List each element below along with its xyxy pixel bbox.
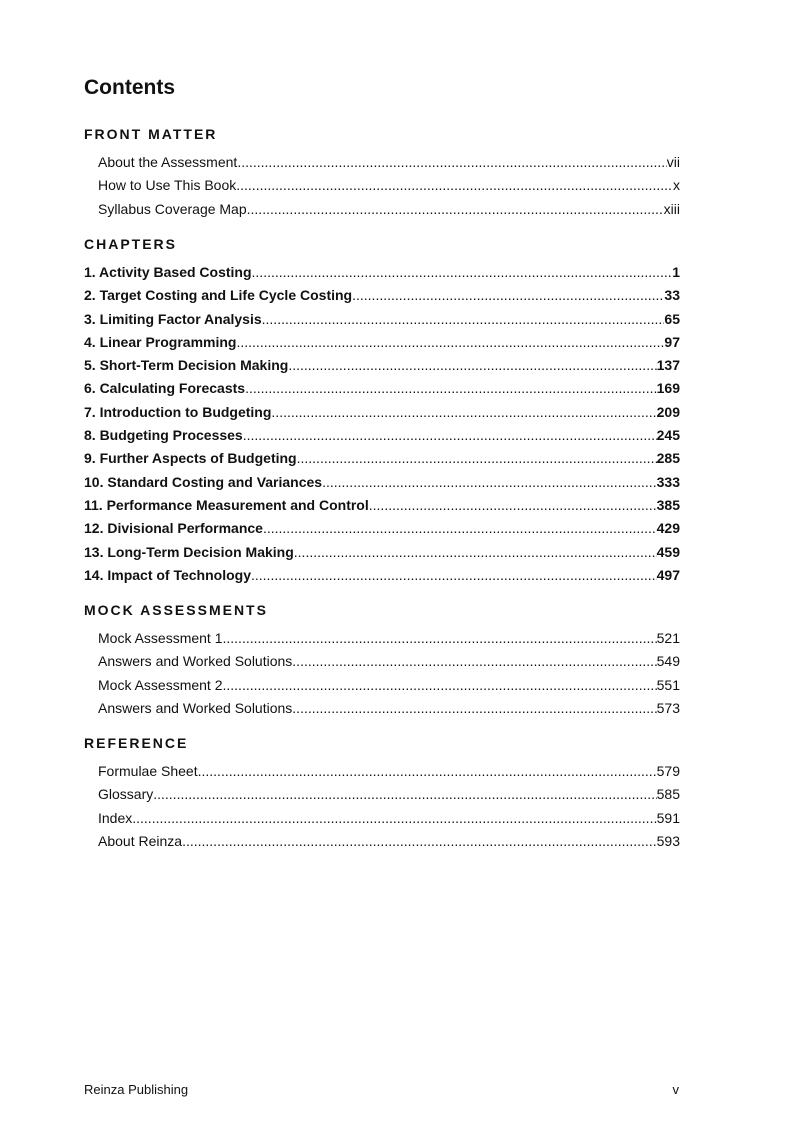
dot-leader <box>237 151 666 174</box>
toc-entry[interactable] <box>84 151 680 174</box>
section-heading: REFERENCE <box>84 735 189 751</box>
toc-entry[interactable] <box>84 627 680 650</box>
entry-label: 3. Limiting Factor Analysis <box>84 310 262 327</box>
toc-entry[interactable] <box>84 830 680 853</box>
footer-page-number: v <box>672 1082 679 1097</box>
entry-label: Formulae Sheet <box>98 763 198 779</box>
entry-page: 497 <box>656 566 680 583</box>
dot-leader <box>198 760 657 783</box>
entry-label: 13. Long-Term Decision Making <box>84 543 294 560</box>
entry-label: 12. Divisional Performance <box>84 520 263 537</box>
section-heading: FRONT MATTER <box>84 126 218 142</box>
dot-leader <box>223 627 657 650</box>
entry-label: 5. Short-Term Decision Making <box>84 357 289 374</box>
toc-entry[interactable] <box>84 517 680 540</box>
toc-entry[interactable] <box>84 674 680 697</box>
entry-label: 4. Linear Programming <box>84 333 237 350</box>
dot-leader <box>153 783 656 806</box>
entry-label: Index <box>98 809 133 826</box>
dot-leader <box>369 494 657 517</box>
entry-page: 65 <box>664 310 680 327</box>
toc-entry[interactable] <box>84 331 680 354</box>
toc-entry[interactable] <box>84 424 680 447</box>
entry-page: 333 <box>656 473 680 490</box>
toc-entry[interactable] <box>84 377 680 400</box>
entry-page: 209 <box>656 403 680 420</box>
dot-leader <box>294 541 657 564</box>
entry-label: 2. Target Costing and Life Cycle Costing <box>84 287 353 304</box>
entry-page: 33 <box>664 287 680 304</box>
entry-page: 521 <box>656 630 680 646</box>
toc-entry[interactable] <box>84 447 680 470</box>
entry-page: 579 <box>656 763 680 779</box>
dot-leader <box>352 284 664 307</box>
entry-page: 169 <box>656 380 680 397</box>
dot-leader <box>288 354 656 377</box>
entry-label: 1. Activity Based Costing <box>84 264 252 280</box>
dot-leader <box>322 471 657 494</box>
toc-entry[interactable] <box>84 697 680 720</box>
entry-page: 549 <box>656 653 680 670</box>
entry-page: 1 <box>672 264 680 280</box>
section-front-matter <box>84 125 680 221</box>
toc-entry[interactable] <box>84 494 680 517</box>
section-mock-assessments <box>84 601 680 720</box>
entry-page: vii <box>666 154 680 170</box>
toc-entry[interactable] <box>84 760 680 783</box>
toc-entry[interactable] <box>84 198 680 221</box>
footer-publisher: Reinza Publishing <box>84 1082 189 1097</box>
entry-page: x <box>673 177 680 194</box>
dot-leader <box>132 807 656 830</box>
toc-entry[interactable] <box>84 284 680 307</box>
dot-leader <box>262 308 665 331</box>
entry-label: About the Assessment <box>98 154 238 170</box>
entry-page: 385 <box>656 496 680 513</box>
toc-entry[interactable] <box>84 261 680 284</box>
entry-label: 7. Introduction to Budgeting <box>84 403 272 420</box>
entry-label: 9. Further Aspects of Budgeting <box>84 450 297 467</box>
dot-leader <box>245 377 657 400</box>
toc-entry[interactable] <box>84 471 680 494</box>
page-title: Contents <box>84 76 175 99</box>
dot-leader <box>252 261 673 284</box>
toc-entry[interactable] <box>84 650 680 673</box>
entry-label: 14. Impact of Technology <box>84 566 251 583</box>
dot-leader <box>236 174 673 197</box>
entry-label: Answers and Worked Solutions <box>98 653 293 670</box>
entry-label: Syllabus Coverage Map <box>98 200 247 217</box>
entry-label: Answers and Worked Solutions <box>98 699 293 716</box>
entry-label: Mock Assessment 2 <box>98 676 223 693</box>
entry-label: How to Use This Book <box>98 177 237 194</box>
entry-page: 585 <box>656 786 680 803</box>
dot-leader <box>271 401 656 424</box>
entry-label: 6. Calculating Forecasts <box>84 380 246 397</box>
entry-label: 11. Performance Measurement and Control <box>84 496 369 513</box>
dot-leader <box>223 674 657 697</box>
section-heading: CHAPTERS <box>84 236 178 252</box>
toc-entry[interactable] <box>84 354 680 377</box>
entry-page: 573 <box>656 699 680 716</box>
entry-page: xiii <box>663 200 680 217</box>
entry-page: 137 <box>656 357 680 374</box>
dot-leader <box>236 331 664 354</box>
toc-entry[interactable] <box>84 807 680 830</box>
toc-entry[interactable] <box>84 541 680 564</box>
toc-entry[interactable] <box>84 783 680 806</box>
entry-label: 10. Standard Costing and Variances <box>84 473 323 490</box>
dot-leader <box>263 517 657 540</box>
dot-leader <box>292 697 656 720</box>
entry-page: 429 <box>656 520 680 537</box>
entry-page: 593 <box>656 832 680 849</box>
entry-label: Glossary <box>98 786 154 803</box>
toc-entry[interactable] <box>84 564 680 587</box>
entry-page: 459 <box>656 543 680 560</box>
section-heading: MOCK ASSESSMENTS <box>84 602 268 618</box>
dot-leader <box>297 447 657 470</box>
entry-label: About Reinza <box>98 832 183 849</box>
dot-leader <box>243 424 657 447</box>
section-chapters <box>84 235 680 587</box>
entry-label: 8. Budgeting Processes <box>84 427 243 444</box>
section-reference <box>84 734 680 853</box>
toc-entry[interactable] <box>84 401 680 424</box>
dot-leader <box>292 650 656 673</box>
dot-leader <box>251 564 657 587</box>
dot-leader <box>247 198 664 221</box>
entry-label: Mock Assessment 1 <box>98 630 223 646</box>
entry-page: 591 <box>656 809 680 826</box>
entry-page: 245 <box>656 427 680 444</box>
entry-page: 551 <box>656 676 680 693</box>
toc-entry[interactable] <box>84 308 680 331</box>
entry-page: 285 <box>656 450 680 467</box>
dot-leader <box>182 830 657 853</box>
toc-entry[interactable] <box>84 174 680 197</box>
entry-page: 97 <box>664 333 680 350</box>
